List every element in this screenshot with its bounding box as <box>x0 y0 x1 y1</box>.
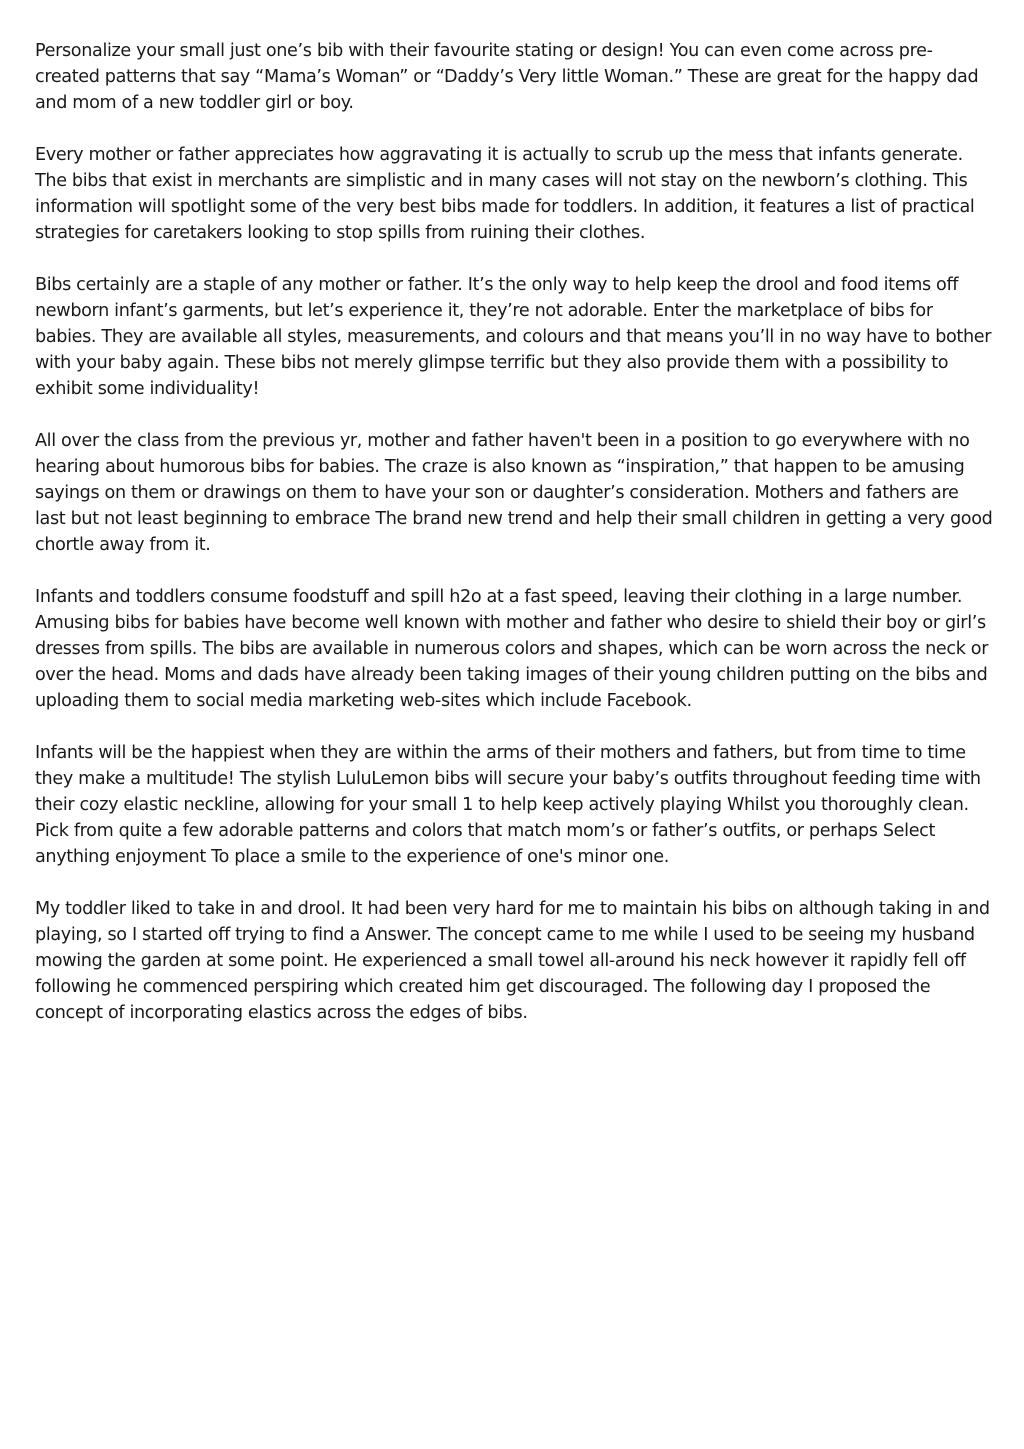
paragraph: My toddler liked to take in and drool. It had been very hard for me to maintain his bibs on although taking in and playing, so I started off trying to find a Answer. The concept came to me while I used to be seeing my husband mowing the garden at some point. He experienced a small towel all-around his neck however it rapidly fell off following he commenced perspiring which created him get discouraged. The following day I proposed the concept of incorporating elastics across the edges of bibs. <box>35 899 990 1023</box>
paragraph: Every mother or father appreciates how aggravating it is actually to scrub up the mess that infants generate. The bibs that exist in merchants are simplistic and in many cases will not stay on the newborn’s clothing. This information will spotlight some of the very best bibs made for toddlers. In addition, it features a list of practical strategies for caretakers looking to stop spills from ruining their clothes. <box>35 145 975 243</box>
paragraph: Infants will be the happiest when they are within the arms of their mothers and fathers, but from time to time they make a multitude! The stylish LuluLemon bibs will secure your baby’s outfits throughout feeding time with their cozy elastic neckline, allowing for your small 1 to help keep actively playing Whilst you thoroughly clean. Pick from quite a few adorable patterns and colors that match mom’s or father’s outfits, or perhaps Select anything enjoyment To place a smile to the experience of one's minor one. <box>35 743 981 867</box>
paragraph: Bibs certainly are a staple of any mother or father. It’s the only way to help keep the drool and food items off newborn infant’s garments, but let’s experience it, they’re not adorable. Enter the marketplace of bibs for babies. They are available all styles, measurements, and colours and that means you’ll in no way have to bother with your baby again. These bibs not merely glimpse terrific but they also provide them with a possibility to exhibit some individuality! <box>35 275 992 399</box>
paragraph: All over the class from the previous yr, mother and father haven't been in a position to go everywhere with no hearing about humorous bibs for babies. The craze is also known as “inspiration,” that happen to be amusing sayings on them or drawings on them to have your son or daughter’s consideration. Mothers and fathers are last but not least beginning to embrace The brand new trend and help their small children in getting a very good chortle away from it. <box>35 431 993 555</box>
paragraph: Infants and toddlers consume foodstuff and spill h2o at a fast speed, leaving their clothing in a large number. Amusing bibs for babies have become well known with mother and father who desire to shield their boy or girl’s dresses from spills. The bibs are available in numerous colors and shapes, which can be worn across the neck or over the head. Moms and dads have already been taking images of their young children putting on the bibs and uploading them to social media marketing web-sites which include Facebook. <box>35 587 989 711</box>
paragraph: Personalize your small just one’s bib with their favourite stating or design! You can even come across pre-created patterns that say “Mama’s Woman” or “Daddy’s Very little Woman.” These are great for the happy dad and mom of a new toddler girl or boy. <box>35 41 979 113</box>
document-body <box>35 38 993 1052</box>
